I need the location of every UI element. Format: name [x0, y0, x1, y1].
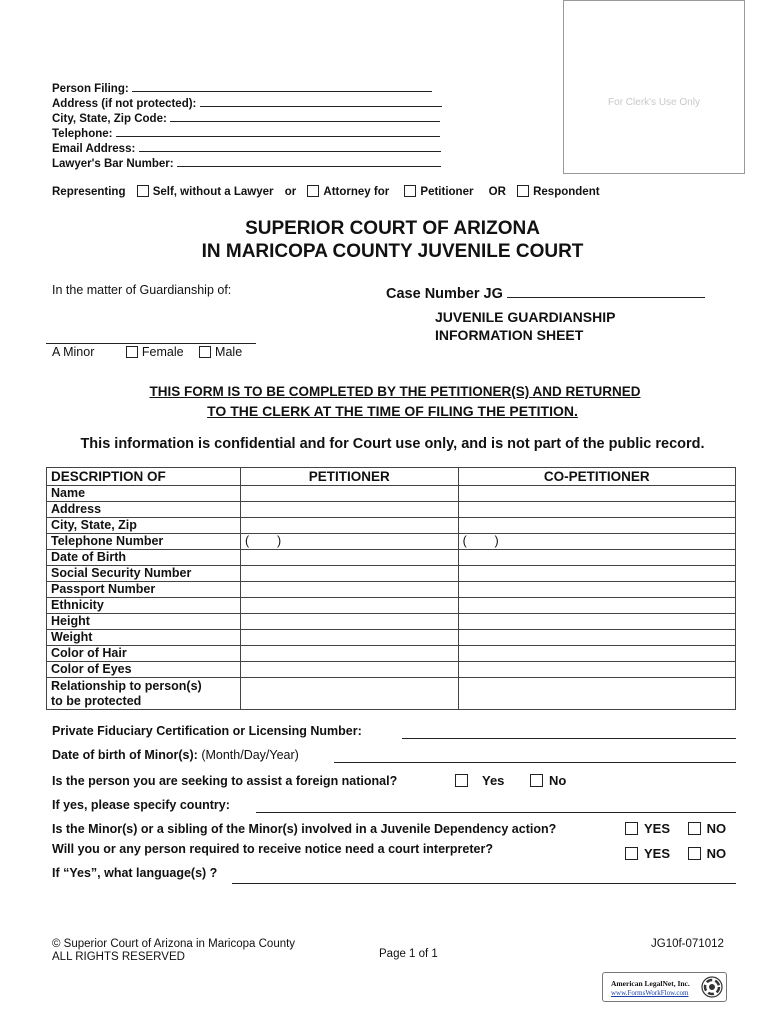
notice-line2: TO THE CLERK AT THE TIME OF FILING THE PETITION.: [207, 403, 578, 419]
bar-number-row[interactable]: [52, 155, 441, 171]
petitioner-cell[interactable]: [241, 598, 459, 614]
dependency-no-label: NO: [706, 821, 727, 836]
bar-number-field[interactable]: [177, 155, 441, 167]
dependency-yes-checkbox[interactable]: [625, 822, 638, 835]
co-petitioner-cell[interactable]: [458, 582, 735, 598]
person-filing-row[interactable]: [52, 80, 432, 96]
foreign-national-question: Is the person you are seeking to assist a foreign national?: [52, 774, 398, 788]
or-text: or: [284, 186, 297, 198]
telephone-row[interactable]: [52, 125, 440, 141]
interpreter-yes-label: YES: [644, 846, 671, 861]
co-petitioner-cell[interactable]: [458, 550, 735, 566]
table-row: [47, 646, 736, 662]
table-row: [47, 486, 736, 502]
logo-company-name: American LegalNet, Inc.: [611, 979, 690, 988]
relationship-label-line1: Relationship to person(s): [51, 678, 202, 693]
form-title-line1: JUVENILE GUARDIANSHIP: [435, 309, 616, 325]
table-row: [47, 630, 736, 646]
row-label: Ethnicity: [47, 598, 241, 614]
city-row[interactable]: [52, 110, 440, 126]
case-number-field[interactable]: [507, 283, 705, 298]
rights-text: ALL RIGHTS RESERVED: [52, 951, 185, 963]
info-table: [46, 467, 736, 710]
row-label: Date of Birth: [47, 550, 241, 566]
country-label: If yes, please specify country:: [52, 798, 230, 812]
table-row: [47, 534, 736, 550]
table-row: [47, 614, 736, 630]
interpreter-options: [625, 846, 726, 861]
court-title-line2: IN MARICOPA COUNTY JUVENILE COURT: [201, 241, 584, 262]
or-text-2: OR: [488, 186, 506, 198]
telephone-label: Telephone:: [52, 128, 113, 140]
case-number-row[interactable]: [386, 283, 705, 302]
petitioner-cell[interactable]: [241, 678, 459, 710]
co-petitioner-cell[interactable]: [458, 646, 735, 662]
co-petitioner-cell[interactable]: [458, 502, 735, 518]
dependency-yes-label: YES: [644, 821, 671, 836]
city-field[interactable]: [170, 110, 440, 122]
co-petitioner-cell[interactable]: [458, 598, 735, 614]
address-label: Address (if not protected):: [52, 98, 197, 110]
phone-area-code: ( ): [245, 534, 282, 548]
relationship-label-line2: to be protected: [51, 693, 142, 708]
table-row: [47, 502, 736, 518]
dob-row: [52, 748, 299, 762]
logo-emblem-icon: [701, 976, 723, 998]
attorney-label: Attorney for: [323, 186, 390, 198]
self-checkbox[interactable]: [137, 185, 149, 197]
table-row: [47, 582, 736, 598]
interpreter-no-checkbox[interactable]: [688, 847, 701, 860]
country-field[interactable]: [256, 812, 736, 813]
foreign-options: [455, 773, 566, 788]
co-petitioner-cell[interactable]: [458, 614, 735, 630]
foreign-yes-label: Yes: [482, 773, 505, 788]
dob-label: Date of birth of Minor(s):: [52, 748, 198, 762]
minor-row: [52, 345, 242, 359]
row-label: Social Security Number: [47, 566, 241, 582]
attorney-checkbox[interactable]: [307, 185, 319, 197]
self-label: Self, without a Lawyer: [152, 186, 274, 198]
respondent-checkbox[interactable]: [517, 185, 529, 197]
representing-row: [52, 185, 600, 198]
interpreter-question: Will you or any person required to receive notice need a court interpreter?: [52, 842, 493, 856]
petitioner-cell[interactable]: [241, 614, 459, 630]
petitioner-cell[interactable]: [241, 534, 459, 550]
case-number-label: Case Number JG: [386, 286, 503, 302]
matter-label: In the matter of Guardianship of:: [52, 283, 232, 297]
petitioner-cell[interactable]: [241, 646, 459, 662]
row-label: City, State, Zip: [47, 518, 241, 534]
court-title-line1: SUPERIOR COURT OF ARIZONA: [245, 218, 540, 239]
clerk-use-label: For Clerk's Use Only: [608, 97, 700, 108]
co-petitioner-cell[interactable]: [458, 566, 735, 582]
row-label: Color of Eyes: [47, 662, 241, 678]
dependency-question: Is the Minor(s) or a sibling of the Minor(s) involved in a Juvenile Dependency action?: [52, 822, 557, 836]
page-number: Page 1 of 1: [379, 948, 438, 960]
petitioner-cell[interactable]: [241, 486, 459, 502]
petitioner-cell[interactable]: [241, 582, 459, 598]
table-row: [47, 518, 736, 534]
petitioner-cell[interactable]: [241, 550, 459, 566]
interpreter-no-label: NO: [706, 846, 727, 861]
row-label: Address: [47, 502, 241, 518]
clerk-use-box: [563, 0, 745, 174]
address-row[interactable]: [52, 95, 442, 111]
male-label: Male: [215, 345, 243, 359]
table-header-row: [47, 468, 736, 486]
language-label: If “Yes”, what language(s) ?: [52, 866, 218, 880]
confidential-notice: This information is confidential and for Court use only, and is not part of the public record.: [80, 436, 705, 452]
co-petitioner-cell[interactable]: [458, 630, 735, 646]
petitioner-cell[interactable]: [241, 630, 459, 646]
address-field[interactable]: [200, 95, 442, 107]
female-checkbox[interactable]: [126, 346, 138, 358]
petitioner-cell[interactable]: [241, 662, 459, 678]
city-label: City, State, Zip Code:: [52, 113, 167, 125]
email-row[interactable]: [52, 140, 441, 156]
person-filing-field[interactable]: [132, 80, 432, 92]
email-field[interactable]: [139, 140, 441, 152]
person-filing-label: Person Filing:: [52, 83, 129, 95]
foreign-no-checkbox[interactable]: [530, 774, 543, 787]
co-petitioner-cell[interactable]: [458, 518, 735, 534]
petitioner-label: Petitioner: [420, 186, 474, 198]
female-label: Female: [141, 345, 184, 359]
fiduciary-label: Private Fiduciary Certification or Licensing Number:: [52, 724, 362, 738]
petitioner-cell[interactable]: [241, 566, 459, 582]
table-row: [47, 662, 736, 678]
email-label: Email Address:: [52, 143, 136, 155]
table-row: [47, 598, 736, 614]
table-row: [47, 678, 736, 710]
respondent-label: Respondent: [533, 186, 600, 198]
header-petitioner: PETITIONER: [241, 468, 459, 486]
minor-label: A Minor: [52, 345, 95, 359]
american-legalnet-logo: [602, 972, 727, 1002]
dependency-options: [625, 821, 726, 836]
fiduciary-field[interactable]: [402, 738, 736, 739]
foreign-no-label: No: [549, 773, 567, 788]
dependency-no-checkbox[interactable]: [688, 822, 701, 835]
minor-name-line[interactable]: [46, 343, 256, 344]
male-checkbox[interactable]: [199, 346, 211, 358]
bar-number-label: Lawyer's Bar Number:: [52, 158, 174, 170]
row-label: Passport Number: [47, 582, 241, 598]
petitioner-cell[interactable]: [241, 518, 459, 534]
co-petitioner-cell[interactable]: [458, 486, 735, 502]
row-label: [47, 678, 241, 710]
table-row: [47, 550, 736, 566]
dob-format: (Month/Day/Year): [201, 748, 299, 762]
foreign-yes-checkbox[interactable]: [455, 774, 468, 787]
form-title-line2: INFORMATION SHEET: [435, 327, 584, 343]
dob-field[interactable]: [334, 762, 736, 763]
telephone-field[interactable]: [116, 125, 440, 137]
co-petitioner-cell[interactable]: [458, 678, 735, 710]
language-field[interactable]: [232, 883, 736, 884]
row-label: Telephone Number: [47, 534, 241, 550]
petitioner-cell[interactable]: [241, 502, 459, 518]
co-petitioner-cell[interactable]: [458, 534, 735, 550]
co-petitioner-cell[interactable]: [458, 662, 735, 678]
interpreter-yes-checkbox[interactable]: [625, 847, 638, 860]
petitioner-checkbox[interactable]: [404, 185, 416, 197]
copyright-text: © Superior Court of Arizona in Maricopa County: [52, 938, 296, 950]
table-row: [47, 566, 736, 582]
notice-line1: THIS FORM IS TO BE COMPLETED BY THE PETITIONER(S) AND RETURNED: [149, 384, 641, 399]
phone-area-code: ( ): [462, 534, 499, 548]
row-label: Height: [47, 614, 241, 630]
form-id: JG10f-071012: [651, 938, 724, 950]
row-label: Weight: [47, 630, 241, 646]
row-label: Name: [47, 486, 241, 502]
logo-url[interactable]: www.FormsWorkFlow.com: [611, 989, 689, 997]
header-co-petitioner: CO-PETITIONER: [458, 468, 735, 486]
header-description: DESCRIPTION OF: [47, 468, 241, 486]
representing-label: Representing: [52, 186, 126, 198]
row-label: Color of Hair: [47, 646, 241, 662]
